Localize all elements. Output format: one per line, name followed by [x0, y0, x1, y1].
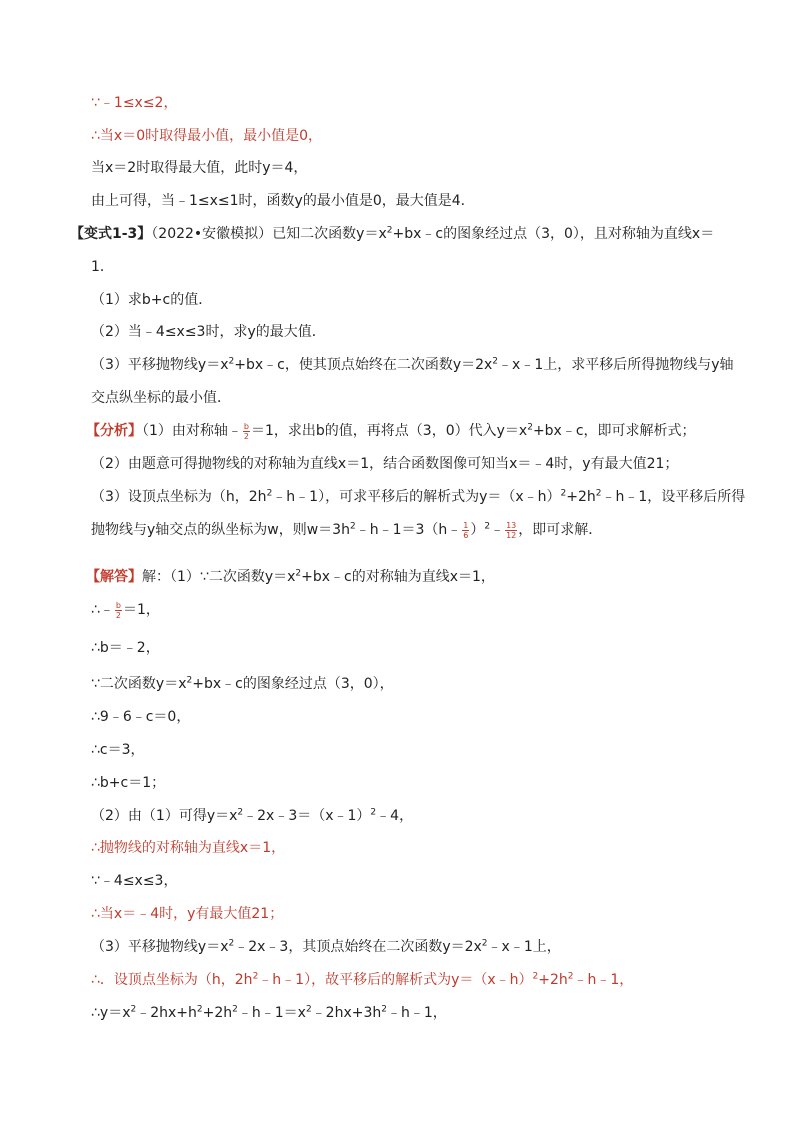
- text-line: [91, 191, 475, 211]
- exponent: 2: [305, 1004, 312, 1015]
- text: （3）平移抛物线y＝x: [91, 357, 229, 373]
- text: ∴．设顶点坐标为（h，2h: [91, 972, 253, 988]
- text: （3）设顶点坐标为（h，2h: [91, 489, 267, 505]
- question-3: [91, 355, 734, 375]
- text: 1．: [91, 259, 114, 275]
- text: +2h: [202, 1005, 233, 1021]
- text: ﹣h﹣1＝x: [237, 1005, 306, 1021]
- text: ∴当x＝0时取得最小值，最小值是0，: [91, 128, 323, 144]
- analysis-line-2: [91, 454, 678, 474]
- text: 交点纵坐标的最小值．: [91, 390, 231, 406]
- text: ﹣2hx+h: [136, 1005, 197, 1021]
- text: ∵﹣1≤x≤2，: [91, 95, 178, 111]
- analysis-line-1: [86, 421, 696, 441]
- text-line: [91, 257, 114, 277]
- exponent: 2: [228, 938, 235, 949]
- fraction: [505, 521, 517, 540]
- question-2: [91, 322, 326, 342]
- text: （2）由题意可得抛物线的对称轴为直线x＝1，结合函数图像可知当x＝﹣4时，y有最大值21；: [91, 456, 679, 472]
- text: ﹣h﹣1＝3（h﹣: [355, 522, 462, 538]
- text: ﹣h﹣1，: [573, 972, 634, 988]
- text: ﹣x﹣1上，: [487, 939, 561, 955]
- text: ∵二次函数y＝x: [91, 676, 187, 692]
- solution-line-5: [91, 707, 190, 727]
- text: ﹣h﹣1，设平移后所得: [601, 489, 746, 505]
- solution-line-7: [91, 773, 165, 793]
- text: 已知二次函数y＝x: [272, 226, 387, 242]
- solution-line-10: [91, 871, 177, 891]
- exponent: 2: [492, 356, 499, 367]
- text: 抛物线与y轴交点的纵坐标为w，则w＝3h: [91, 522, 350, 538]
- text: ∴﹣: [91, 602, 114, 618]
- problem-tag: 【变式1-3】: [70, 226, 152, 242]
- denominator: 2: [115, 610, 122, 620]
- text: +bx﹣c的图象经过点（3，0），且对称轴为直线x＝: [392, 226, 715, 242]
- denominator: 6: [463, 530, 469, 540]
- fraction: [115, 601, 122, 620]
- solution-line-4: [91, 674, 394, 694]
- text: （1）求b+c的值．: [91, 292, 213, 308]
- exponent: 2: [386, 225, 393, 236]
- text: ﹣: [490, 522, 505, 538]
- text: ﹣2x﹣3，其顶点始终在二次函数y＝2x: [234, 939, 482, 955]
- denominator: 12: [506, 530, 517, 540]
- text: 当x＝2时取得最大值，此时y＝4，: [91, 160, 308, 176]
- exponent: 2: [266, 488, 273, 499]
- text: ﹣h﹣1），故平移后的解析式为y＝（x﹣h）: [258, 972, 533, 988]
- exponent: 2: [567, 971, 574, 982]
- exponent: 2: [349, 521, 356, 532]
- text: 由上可得，当﹣1≤x≤1时，函数y的最小值是0，最大值是4．: [91, 193, 475, 209]
- solution-line-9: [91, 838, 285, 858]
- exponent: 2: [481, 938, 488, 949]
- text: +bx﹣c的对称轴为直线x＝1，: [301, 569, 495, 585]
- problem-statement: [70, 224, 714, 244]
- exponent: 2: [527, 422, 533, 433]
- exponent: 2: [196, 1004, 203, 1015]
- text: +2h: [566, 489, 596, 505]
- text: +2h: [538, 972, 568, 988]
- exponent: 2: [484, 521, 491, 532]
- exponent: 2: [295, 568, 302, 579]
- exponent: 2: [130, 1004, 137, 1015]
- text: （1）由对称轴﹣: [142, 423, 242, 439]
- solution-line-2: [91, 600, 160, 620]
- solution-line-6: [91, 740, 145, 760]
- text: ﹣2x﹣3＝（x﹣1）: [243, 808, 371, 824]
- text: +bx﹣c的图象经过点（3，0），: [192, 676, 394, 692]
- text: （2）当﹣4≤x≤3时，求y的最大值．: [91, 324, 326, 340]
- exponent: 2: [232, 1004, 238, 1015]
- solution-line-12: [91, 937, 561, 957]
- exponent: 2: [560, 488, 567, 499]
- exponent: 2: [186, 675, 193, 686]
- text: （2）由（1）可得y＝x: [91, 808, 238, 824]
- numerator: 13: [506, 520, 517, 530]
- analysis-line-4: [91, 520, 602, 540]
- analysis-line-3: [91, 487, 745, 507]
- exponent: 2: [532, 971, 539, 982]
- solution-line-13: [91, 970, 633, 990]
- text: 解：（1）∵二次函数y＝x: [142, 569, 296, 585]
- text: ﹣2hx+3h: [311, 1005, 382, 1021]
- fraction: [462, 521, 469, 540]
- text: ∵﹣4≤x≤3，: [91, 873, 178, 889]
- solution-tag: 【解答】: [86, 569, 142, 585]
- question-1: [91, 290, 212, 310]
- text: ﹣h﹣1，: [387, 1005, 447, 1021]
- text: ∴c＝3，: [91, 742, 145, 758]
- text: ∴b＝﹣2，: [91, 640, 160, 656]
- text: ）: [470, 522, 485, 538]
- text: ∴抛物线的对称轴为直线x＝1，: [91, 840, 286, 856]
- numerator: b: [243, 421, 249, 431]
- text-line: [91, 388, 231, 408]
- exponent: 2: [228, 356, 235, 367]
- text: ＝1，: [123, 602, 160, 618]
- exponent: 2: [237, 807, 244, 818]
- text-line: [91, 158, 307, 178]
- denominator: 2: [243, 431, 250, 441]
- text: ∴9﹣6﹣c＝0，: [91, 709, 191, 725]
- numerator: b: [115, 600, 121, 610]
- text: +bx﹣c，即可求解析式；: [532, 423, 696, 439]
- exponent: 2: [381, 1004, 387, 1015]
- text: ﹣4，: [376, 808, 414, 824]
- text: ＝1，求出b的值，再将点（3，0）代入y＝x: [251, 423, 528, 439]
- exponent: 2: [595, 488, 602, 499]
- solution-line-11: [91, 904, 283, 924]
- exponent: 2: [370, 807, 377, 818]
- text: ，即可求解．: [518, 522, 603, 538]
- analysis-tag: 【分析】: [86, 423, 142, 439]
- fraction: [243, 422, 250, 441]
- solution-line-14: [91, 1003, 447, 1023]
- numerator: 1: [463, 520, 469, 530]
- text: ∴当x＝﹣4时，y有最大值21；: [91, 906, 284, 922]
- text: ﹣x﹣1上，求平移后所得抛物线与y轴: [498, 357, 734, 373]
- text-line: [91, 93, 177, 113]
- exponent: 2: [252, 971, 259, 982]
- text: ∴y＝x: [91, 1005, 131, 1021]
- solution-line-1: [86, 567, 495, 587]
- text-line: [91, 126, 322, 146]
- problem-source: （2022•安徽模拟）: [151, 226, 273, 242]
- text: +bx﹣c，使其顶点始终在二次函数y＝2x: [234, 357, 493, 373]
- text: ∴b+c＝1；: [91, 775, 166, 791]
- solution-line-8: [91, 806, 413, 826]
- solution-line-3: [91, 638, 160, 658]
- text: ﹣h﹣1），可求平移后的解析式为y＝（x﹣h）: [272, 489, 561, 505]
- text: （3）平移抛物线y＝x: [91, 939, 229, 955]
